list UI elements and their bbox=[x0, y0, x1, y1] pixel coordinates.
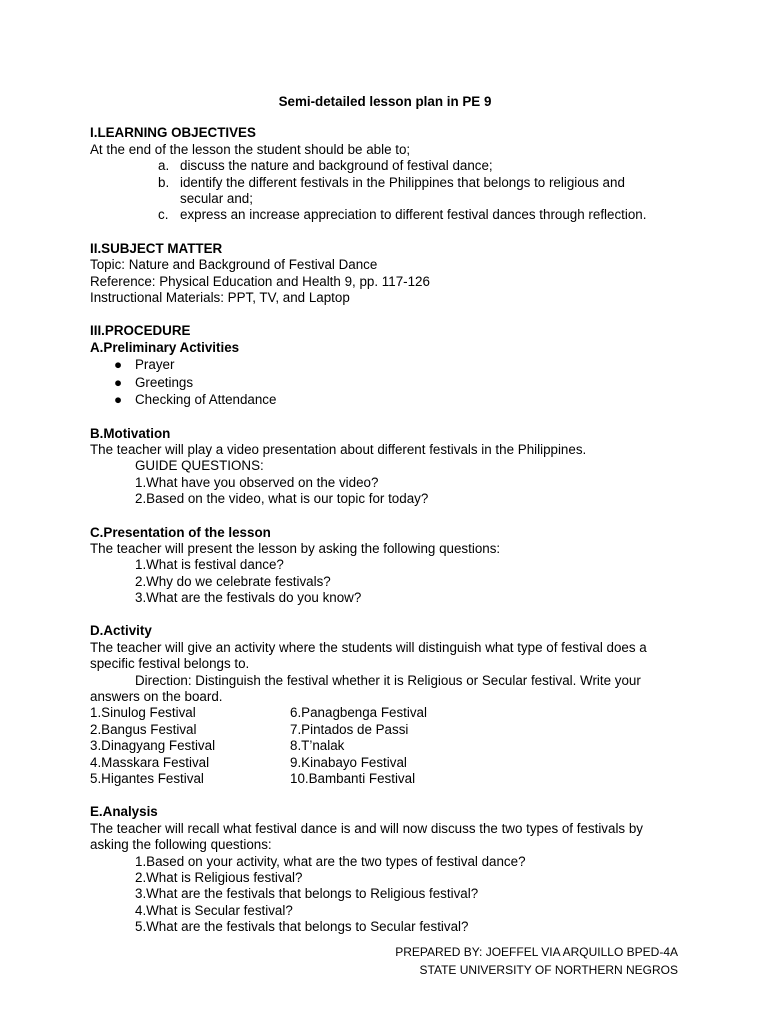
subject-topic: Topic: Nature and Background of Festival Dance bbox=[90, 257, 378, 273]
objective-item bbox=[90, 207, 690, 223]
objectives-heading: I.LEARNING OBJECTIVES bbox=[90, 125, 256, 141]
festival-name: 2.Bangus Festival bbox=[90, 721, 197, 737]
activity-heading: D.Activity bbox=[90, 623, 152, 639]
bullet-item bbox=[90, 391, 690, 409]
guide-questions-label: GUIDE QUESTIONS: bbox=[135, 458, 264, 474]
activity-text: The teacher will give an activity where the students will distinguish what type of festival does a bbox=[90, 639, 647, 655]
festival-name: 3.Dinagyang Festival bbox=[90, 738, 216, 754]
motivation-heading: B.Motivation bbox=[90, 425, 171, 441]
presentation-question: 2.Why do we celebrate festivals? bbox=[135, 573, 331, 589]
festival-row bbox=[90, 755, 690, 771]
preliminary-heading: A.Preliminary Activities bbox=[90, 339, 240, 355]
subject-reference: Reference: Physical Education and Health 9, pp. 117-126 bbox=[90, 273, 430, 289]
festival-name: 8.T’nalak bbox=[290, 738, 345, 754]
prepared-by: PREPARED BY: JOEFFEL VIA ARQUILLO BPED-4A bbox=[395, 945, 678, 959]
analysis-question: 1.Based on your activity, what are the two types of festival dance? bbox=[135, 853, 526, 869]
objective-text: express an increase appreciation to different festival dances through reflection. bbox=[180, 207, 647, 223]
analysis-text: asking the following questions: bbox=[90, 837, 272, 853]
festival-name: 9.Kinabayo Festival bbox=[290, 754, 407, 770]
festival-name: 1.Sinulog Festival bbox=[90, 705, 196, 721]
festival-row bbox=[90, 705, 690, 721]
bullet-text: Prayer bbox=[135, 357, 175, 373]
festival-name: 5.Higantes Festival bbox=[90, 771, 204, 786]
bullet-text: Checking of Attendance bbox=[135, 392, 277, 408]
objective-text: identify the different festivals in the Philippines that belongs to religious and bbox=[180, 174, 625, 190]
school-name: STATE UNIVERSITY OF NORTHERN NEGROS bbox=[419, 963, 678, 977]
objectives-intro: At the end of the lesson the student should be able to; bbox=[90, 141, 411, 157]
objective-item bbox=[90, 158, 690, 174]
analysis-question: 4.What is Secular festival? bbox=[135, 902, 293, 918]
presentation-text: The teacher will present the lesson by asking the following questions: bbox=[90, 540, 501, 556]
analysis-question: 2.What is Religious festival? bbox=[135, 869, 303, 885]
bullet-item bbox=[90, 356, 690, 374]
bullet-icon: ● bbox=[114, 392, 123, 408]
presentation-question: 1.What is festival dance? bbox=[135, 557, 284, 573]
procedure-heading: III.PROCEDURE bbox=[90, 323, 191, 339]
analysis-heading: E.Analysis bbox=[90, 804, 158, 820]
festival-name: 7.Pintados de Passi bbox=[290, 721, 409, 737]
objective-marker: a. bbox=[158, 158, 170, 174]
objective-text: secular and; bbox=[180, 190, 253, 206]
objective-item bbox=[90, 175, 690, 191]
objective-marker: b. bbox=[158, 174, 170, 190]
activity-direction: answers on the board. bbox=[90, 689, 223, 705]
objective-item-continuation bbox=[90, 191, 690, 207]
presentation-question: 3.What are the festivals do you know? bbox=[135, 590, 362, 606]
festival-row bbox=[90, 722, 690, 738]
activity-text: specific festival belongs to. bbox=[90, 656, 250, 672]
motivation-question: 1.What have you observed on the video? bbox=[135, 474, 379, 490]
festival-name: 10.Bambanti Festival bbox=[290, 771, 416, 786]
bullet-text: Greetings bbox=[135, 374, 194, 390]
objective-marker: c. bbox=[158, 207, 169, 223]
activity-direction: Direction: Distinguish the festival whether it is Religious or Secular festival. Write your bbox=[135, 672, 641, 688]
festival-row bbox=[90, 771, 690, 787]
analysis-question: 3.What are the festivals that belongs to Religious festival? bbox=[135, 886, 479, 902]
festival-name: 4.Masskara Festival bbox=[90, 754, 210, 770]
analysis-text: The teacher will recall what festival dance is and will now discuss the two types of festivals by bbox=[90, 820, 643, 836]
subject-materials: Instructional Materials: PPT, TV, and Laptop bbox=[90, 289, 350, 305]
festival-row bbox=[90, 738, 690, 754]
presentation-heading: C.Presentation of the lesson bbox=[90, 524, 271, 540]
bullet-icon: ● bbox=[114, 357, 123, 373]
motivation-question: 2.Based on the video, what is our topic for today? bbox=[135, 491, 429, 507]
bullet-icon: ● bbox=[114, 374, 123, 390]
bullet-item bbox=[90, 374, 690, 392]
motivation-text: The teacher will play a video presentation about different festivals in the Philippines. bbox=[90, 441, 587, 457]
document-title: Semi-detailed lesson plan in PE 9 bbox=[278, 94, 492, 109]
festival-name: 6.Panagbenga Festival bbox=[290, 705, 427, 721]
subject-heading: II.SUBJECT MATTER bbox=[90, 240, 223, 256]
lesson-plan-page bbox=[90, 94, 690, 936]
objective-text: discuss the nature and background of festival dance; bbox=[180, 158, 493, 174]
analysis-question: 5.What are the festivals that belongs to Secular festival? bbox=[135, 919, 469, 935]
